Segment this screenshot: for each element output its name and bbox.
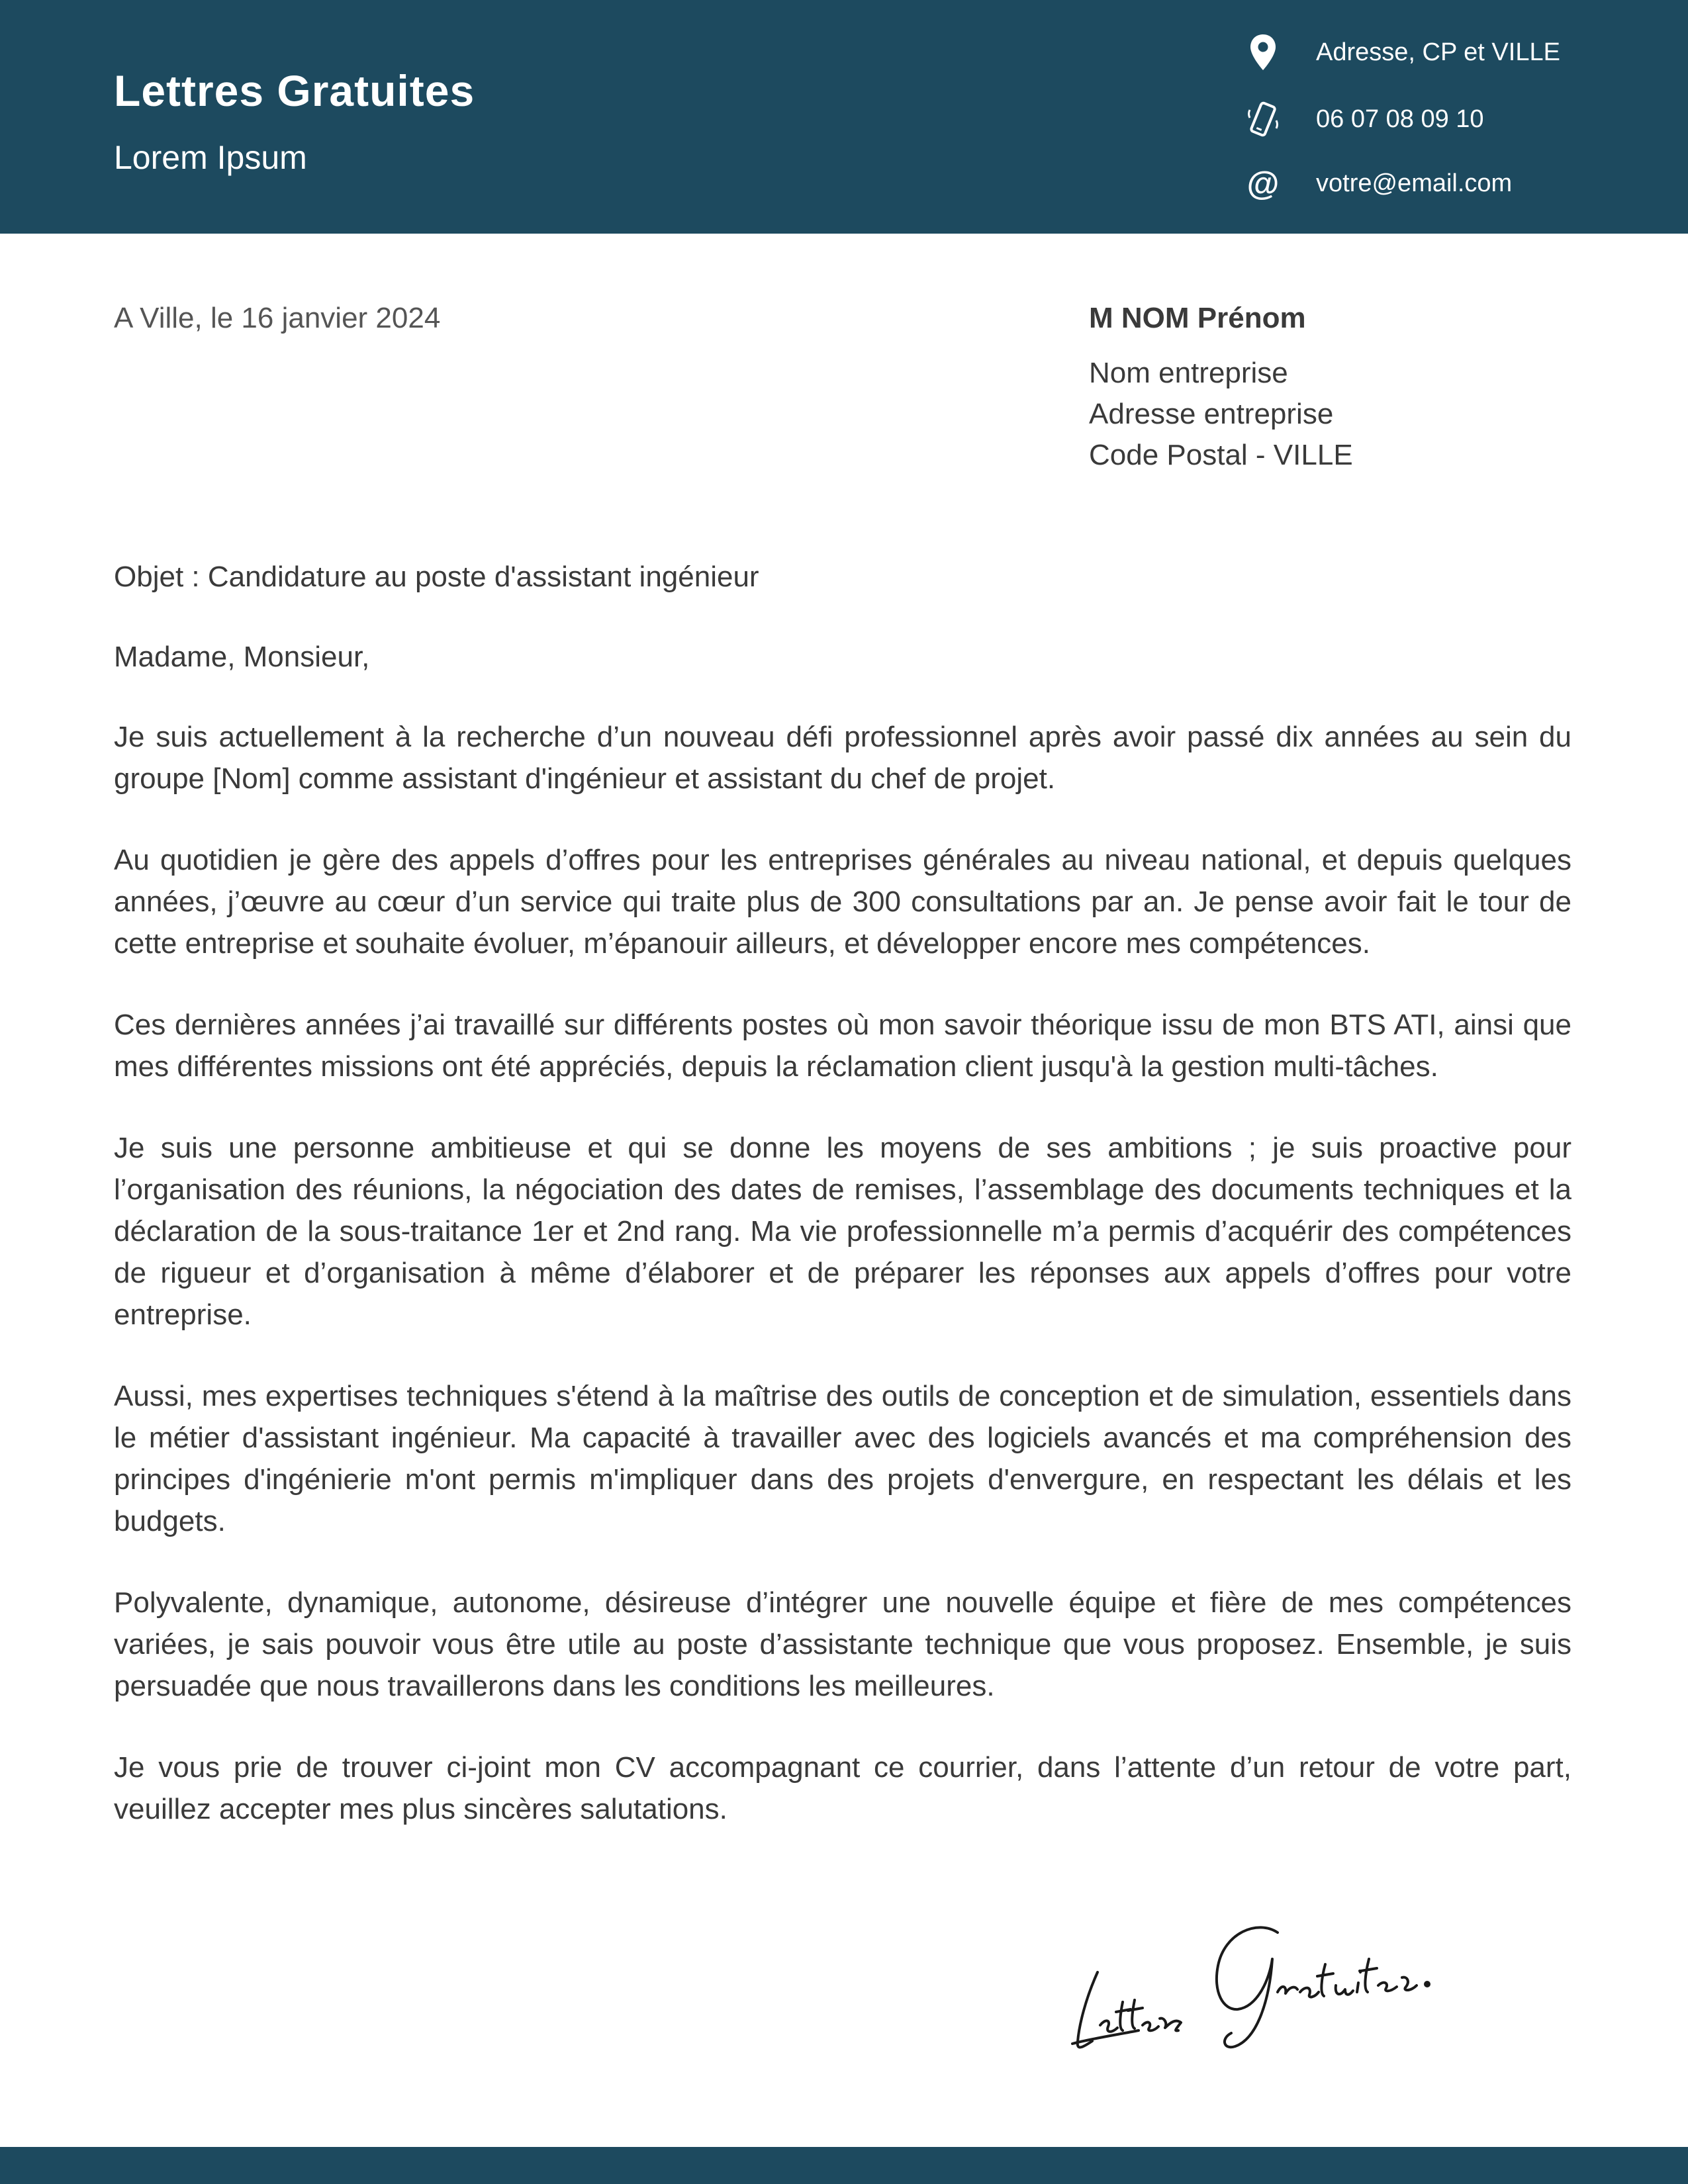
contact-phone-text: 06 07 08 09 10 bbox=[1316, 105, 1484, 133]
letter-subject: Objet : Candidature au poste d'assistant ingénieur bbox=[114, 561, 759, 593]
contact-address-text: Adresse, CP et VILLE bbox=[1316, 38, 1560, 66]
letter-paragraph: Au quotidien je gère des appels d’offres pour les entreprises générales au niveau national, et depuis quelques années, j’œuvre au cœur d’un service qui traite plus de 300 consultations par an. Je pense avoir fait le tour de cette entreprise et souhaite évoluer, m’épanouir ailleurs, et développer encore mes compétences. bbox=[114, 844, 1571, 960]
letter-date: A Ville, le 16 janvier 2024 bbox=[114, 302, 441, 334]
letter-paragraph: Ces dernières années j’ai travaillé sur différents postes où mon savoir théorique issu de mon BTS ATI, ainsi que mes différentes missions ont été appréciés, depuis la réclamation client jusqu'à la gestion multi-tâches. bbox=[114, 1009, 1571, 1083]
recipient-city: Code Postal - VILLE bbox=[1089, 439, 1353, 472]
recipient-block bbox=[1089, 299, 1353, 476]
sender-name: Lettres Gratuites bbox=[114, 66, 475, 115]
footer-bar bbox=[0, 2147, 1688, 2184]
contact-email bbox=[1244, 160, 1512, 206]
letter-body bbox=[114, 556, 1571, 1870]
at-icon: @ bbox=[1246, 165, 1280, 202]
letter-salutation: Madame, Monsieur, bbox=[114, 641, 370, 673]
letter-paragraph: Aussi, mes expertises techniques s'étend à la maîtrise des outils de conception et de simulation, essentiels dans le métier d'assistant ingénieur. Ma capacité à travailler avec des logiciels avancés et ma compréhension des principes d'ingénierie m'ont permis m'impliquer dans des projets d'envergure, en respectant les délais et les budgets. bbox=[114, 1380, 1571, 1537]
letter-paragraph: Je suis une personne ambitieuse et qui se donne les moyens de ses ambitions ; je suis proactive pour l’organisation des réunions, la négociation des dates de remises, l’assemblage des documents techniques et la déclaration de la sous-traitance 1er et 2nd rang. Ma vie professionnelle m’a permis d’acquérir des compétences de rigueur et d’organisation à même d’élaborer et de préparer les réponses aux appels d’offres pour votre entreprise. bbox=[114, 1132, 1571, 1331]
header-banner bbox=[0, 0, 1688, 234]
letter-paragraph: Je vous prie de trouver ci-joint mon CV accompagnant ce courrier, dans l’attente d’un retour de votre part, veuillez accepter mes plus sincères salutations. bbox=[114, 1751, 1571, 1825]
contact-phone bbox=[1244, 96, 1484, 142]
recipient-address: Adresse entreprise bbox=[1089, 398, 1334, 431]
recipient-company: Nom entreprise bbox=[1089, 357, 1288, 390]
location-pin-icon bbox=[1244, 31, 1282, 73]
phone-icon bbox=[1244, 98, 1282, 140]
contact-email-text: votre@email.com bbox=[1316, 169, 1513, 197]
sender-subtitle: Lorem Ipsum bbox=[114, 139, 307, 176]
recipient-name: M NOM Prénom bbox=[1089, 302, 1306, 334]
letter-paragraph: Je suis actuellement à la recherche d’un nouveau défi professionnel après avoir passé dix années au sein du groupe [Nom] comme assistant d'ingénieur et assistant du chef de projet. bbox=[114, 721, 1571, 795]
letter-paragraph: Polyvalente, dynamique, autonome, désireuse d’intégrer une nouvelle équipe et fière de mes compétences variées, je sais pouvoir vous être utile au poste d’assistante technique que vous proposez. Ensemble, je suis persuadée que nous travaillerons dans les conditions les meilleures. bbox=[114, 1586, 1571, 1702]
contact-address bbox=[1244, 29, 1560, 75]
handwritten-signature bbox=[1059, 1893, 1456, 2065]
